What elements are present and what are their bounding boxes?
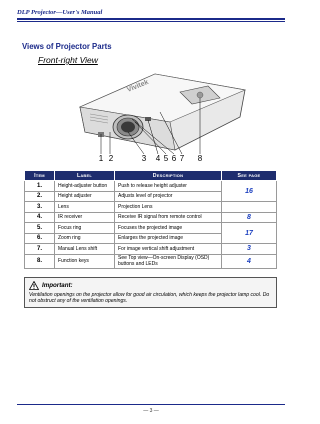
page-number: — 3 — [143,408,159,414]
callout-1: 1 [98,154,104,162]
note-title: Important: [42,282,73,289]
callout-7: 7 [179,154,185,162]
row-description: Adjusts level of projector [115,191,222,202]
lens-glass [121,122,135,133]
row-item: 8. [25,254,55,268]
table-row [25,181,277,192]
header-title: DLP Projector—User's Manual [17,9,103,16]
row-description: Focuses the projected image [115,223,222,234]
callout-6: 6 [171,154,177,162]
table-row [25,244,277,255]
warning-icon [29,281,39,290]
header-label: Label [55,171,115,181]
row-item: 3. [25,202,55,213]
table-row [25,212,277,223]
row-page-link[interactable]: 4 [222,254,277,268]
row-label: Zoom ring [55,233,115,244]
row-description: Projection Lens [115,202,222,213]
row-label: Focus ring [55,223,115,234]
section-title: Views of Projector Parts [22,42,112,51]
table-header-row [25,171,277,181]
table-row [25,223,277,234]
row-label: Height adjuster [55,191,115,202]
callout-2: 2 [108,154,114,162]
header-description: Description [115,171,222,181]
page-header [17,9,285,22]
header-item: Item [25,171,55,181]
row-description: Enlarges the projected image [115,233,222,244]
brand-logo: Vivitek [126,78,150,94]
footer-rule [17,404,285,405]
parts-table [24,170,277,269]
subsection-title: Front-right View [38,55,98,65]
header-rule [17,18,285,20]
callout-4: 4 [155,154,161,162]
table-row [25,254,277,268]
row-page-link[interactable]: 8 [222,212,277,223]
row-description: For image vertical shift adjustment [115,244,222,255]
row-page-link [222,202,277,213]
callout-3: 3 [141,154,147,162]
table-row [25,202,277,213]
row-item: 5. [25,223,55,234]
row-item: 4. [25,212,55,223]
row-description: Push to release height adjuster [115,181,222,192]
row-label: Function keys [55,254,115,268]
row-label: Manual Lens shift [55,244,115,255]
row-page-link[interactable]: 16 [222,181,277,202]
important-note [24,277,277,308]
function-key-dot [197,92,203,98]
callout-5: 5 [163,154,169,162]
row-item: 1. [25,181,55,192]
row-item: 7. [25,244,55,255]
row-item: 6. [25,233,55,244]
row-description: See Top view—On-screen Display (OSD) buttons and LEDs [115,254,222,268]
header-rule-thin [17,21,285,22]
row-label: IR receiver [55,212,115,223]
note-text: Ventilation openings on the projector allow for good air circulation, which keeps the projector lamp cool. Do not obstruct any of the ventilation openings. [29,292,270,305]
row-label: Height-adjuster button [55,181,115,192]
row-page-link[interactable]: 17 [222,223,277,244]
row-page-link[interactable]: 3 [222,244,277,255]
header-see-page: See page [222,171,277,181]
page-footer [17,404,285,414]
projector-illustration [60,62,250,162]
row-item: 2. [25,191,55,202]
callout-8: 8 [197,154,203,162]
row-label: Lens [55,202,115,213]
row-description: Receive IR signal from remote control [115,212,222,223]
